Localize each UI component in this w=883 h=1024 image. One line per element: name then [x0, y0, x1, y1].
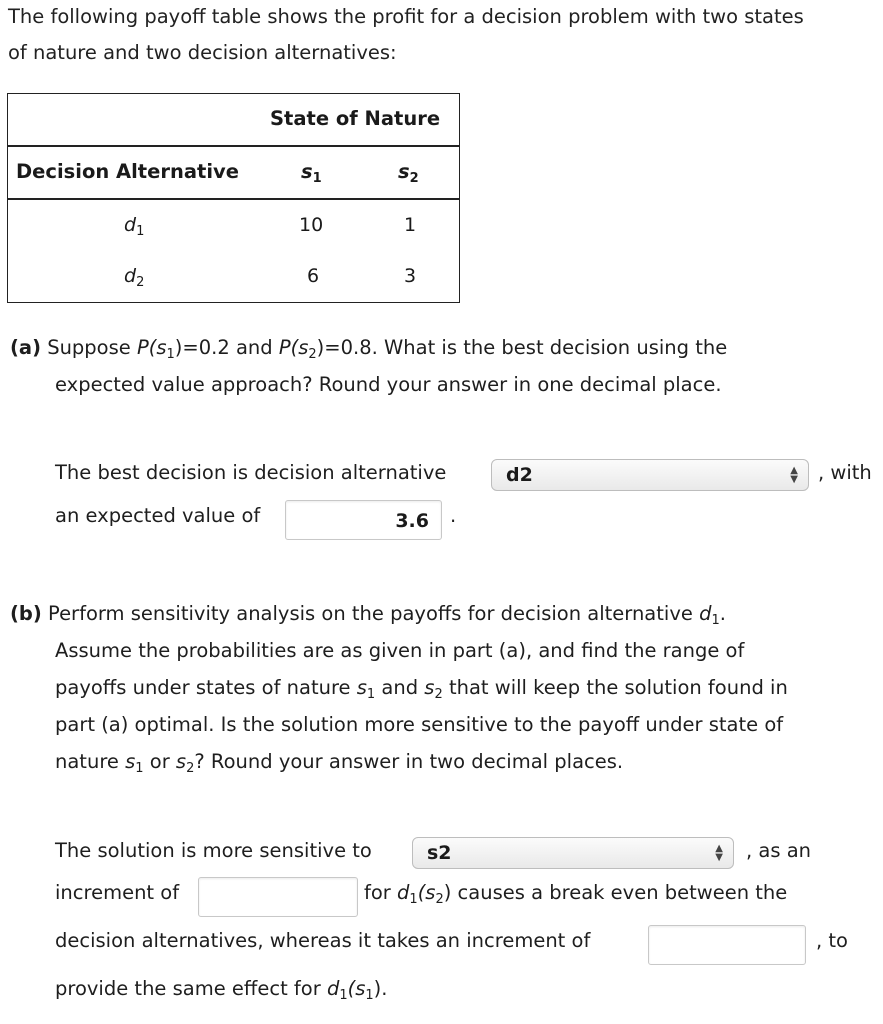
intro-line-2: of nature and two decision alternatives: — [8, 41, 397, 64]
best-decision-select[interactable]: d2 ▲ ▼ — [491, 459, 809, 491]
part-b-line-2: Assume the probabilities are as given in part (a), and find the range of — [55, 639, 745, 662]
expected-value-input[interactable]: 3.6 — [285, 500, 442, 540]
break-even-text: for $d_1(s_2)$ causes a break even between the — [364, 881, 788, 907]
sensitive-state-select[interactable]: s2 ▲ ▼ — [412, 837, 734, 869]
part-b-line-3: payoffs under states of nature $s_1$ and $s_2$ that will keep the solution found in — [55, 676, 788, 702]
state-s1-header: $s_1$ — [301, 160, 322, 186]
table-divider — [8, 145, 459, 147]
cell-d1-s2: 1 — [404, 214, 417, 236]
same-effect-text: provide the same effect for $d_1(s_1)$. — [55, 977, 388, 1003]
select-arrows-icon: ▲ ▼ — [790, 465, 798, 485]
part-b-line-1: (b) Perform sensitivity analysis on the payoffs for decision alternative $d_1$. — [10, 602, 726, 628]
period: . — [450, 504, 457, 527]
table-divider — [8, 198, 459, 200]
cell-d2-s2: 3 — [404, 265, 417, 287]
as-an-text: , as an — [746, 839, 812, 862]
part-a-question-line-2: expected value approach? Round your answer in one decimal place. — [55, 373, 722, 396]
decision-alternative-header: Decision Alternative — [16, 160, 239, 183]
select-arrows-icon: ▲ ▼ — [715, 843, 723, 863]
best-decision-label: The best decision is decision alternative — [55, 461, 447, 484]
row-label-d1: $d_1$ — [124, 214, 145, 239]
cell-d2-s1: 6 — [307, 265, 320, 287]
cell-d1-s1: 10 — [299, 214, 324, 236]
part-b-line-4: part (a) optimal. Is the solution more sensitive to the payoff under state of — [55, 713, 784, 736]
expected-value-label: an expected value of — [55, 504, 261, 527]
row-label-d2: $d_2$ — [124, 265, 145, 290]
part-a-question-line-1: (a) Suppose $P(s_1)=0.2$ and $P(s_2)=0.8$. What is the best decision using the — [10, 336, 728, 362]
state-s2-header: $s_2$ — [398, 160, 419, 186]
intro-line-1: The following payoff table shows the profit for a decision problem with two states — [8, 5, 804, 28]
whereas-text: decision alternatives, whereas it takes an increment of — [55, 929, 591, 952]
with-text: , with — [818, 461, 872, 484]
increment-d1-s2-input[interactable] — [198, 877, 358, 917]
more-sensitive-label: The solution is more sensitive to — [55, 839, 372, 862]
payoff-table — [7, 93, 460, 303]
part-b-line-5: nature $s_1$ or $s_2$? Round your answer in two decimal places. — [55, 750, 624, 776]
to-text: , to — [816, 929, 848, 952]
increment-d1-s1-input[interactable] — [648, 925, 806, 965]
increment-label: increment of — [55, 881, 180, 904]
state-of-nature-header: State of Nature — [270, 107, 441, 130]
